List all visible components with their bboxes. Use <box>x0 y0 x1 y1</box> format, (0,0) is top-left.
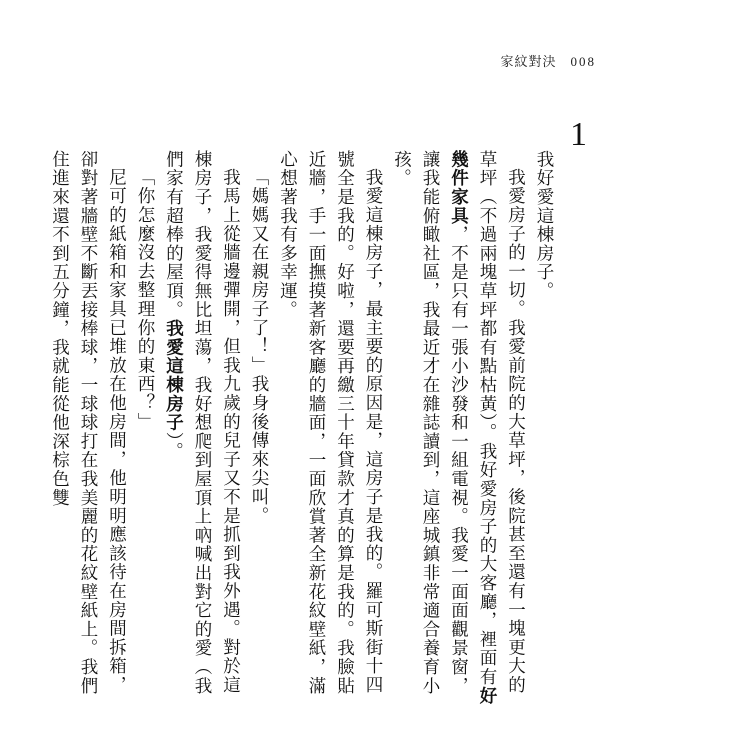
paragraph-4: 「媽媽又在親房子了！」我身後傳來尖叫。 <box>249 167 269 525</box>
paragraph-3: 我愛這棟房子，最主要的原因是，這房子是我的。羅可斯街十四號全是我的。好啦，還要再繳三十年貸款才真的算是我的。我臉貼近牆，手一面撫摸著新客廳的牆面，一面欣賞著全新花紋壁紙，滿心想著我有多幸運。 <box>277 150 383 696</box>
paragraph-5 <box>159 150 245 710</box>
body-text <box>49 150 558 710</box>
paragraph-7: 尼可的紙箱和家具已堆放在他房間，他明明應該待在房間拆箱，卻對著牆壁不斷丟接棒球，一球球打在我美麗的花紋壁紙上。我們住進來還不到五分鐘，我就能從他深棕色雙 <box>49 150 127 696</box>
paragraph-5-part-a: 我馬上從牆邊彈開，但我九歲的兒子又不是抓到我外遇。對於這棟房子，我愛得無比坦蕩，我好想爬到屋頂上吶喊出對它的愛（我們家有超棒的屋頂。 <box>163 150 241 696</box>
paragraph-2 <box>387 150 530 710</box>
running-header <box>500 51 596 70</box>
paragraph-2-part-a: 我愛房子的一切。我愛前院的大草坪，後院甚至還有一塊更大的草坪（不過兩塊草坪都有點枯黃）。我好愛房子的大客廳，裡面有 <box>477 150 526 694</box>
running-title: 家紋對決 <box>500 55 557 70</box>
paragraph-5-part-c: ）。 <box>163 432 184 461</box>
chapter-number: 1 <box>570 116 587 153</box>
paragraph-2-emphasis: 好幾件家具 <box>448 150 497 706</box>
paragraph-1: 我好愛這棟房子。 <box>534 150 554 301</box>
paragraph-2-part-c: ，不是只有一張小沙發和一組電視。我愛一面面觀景窗，讓我能俯瞰社區，我最近才在雜誌讀到，這座城鎮非常適合養育小孩。 <box>391 150 469 696</box>
paragraph-5-emphasis: 我愛這棟房子 <box>163 319 184 433</box>
paragraph-6: 「你怎麼沒去整理你的東西？」 <box>135 167 155 431</box>
page-number: 008 <box>570 54 596 69</box>
